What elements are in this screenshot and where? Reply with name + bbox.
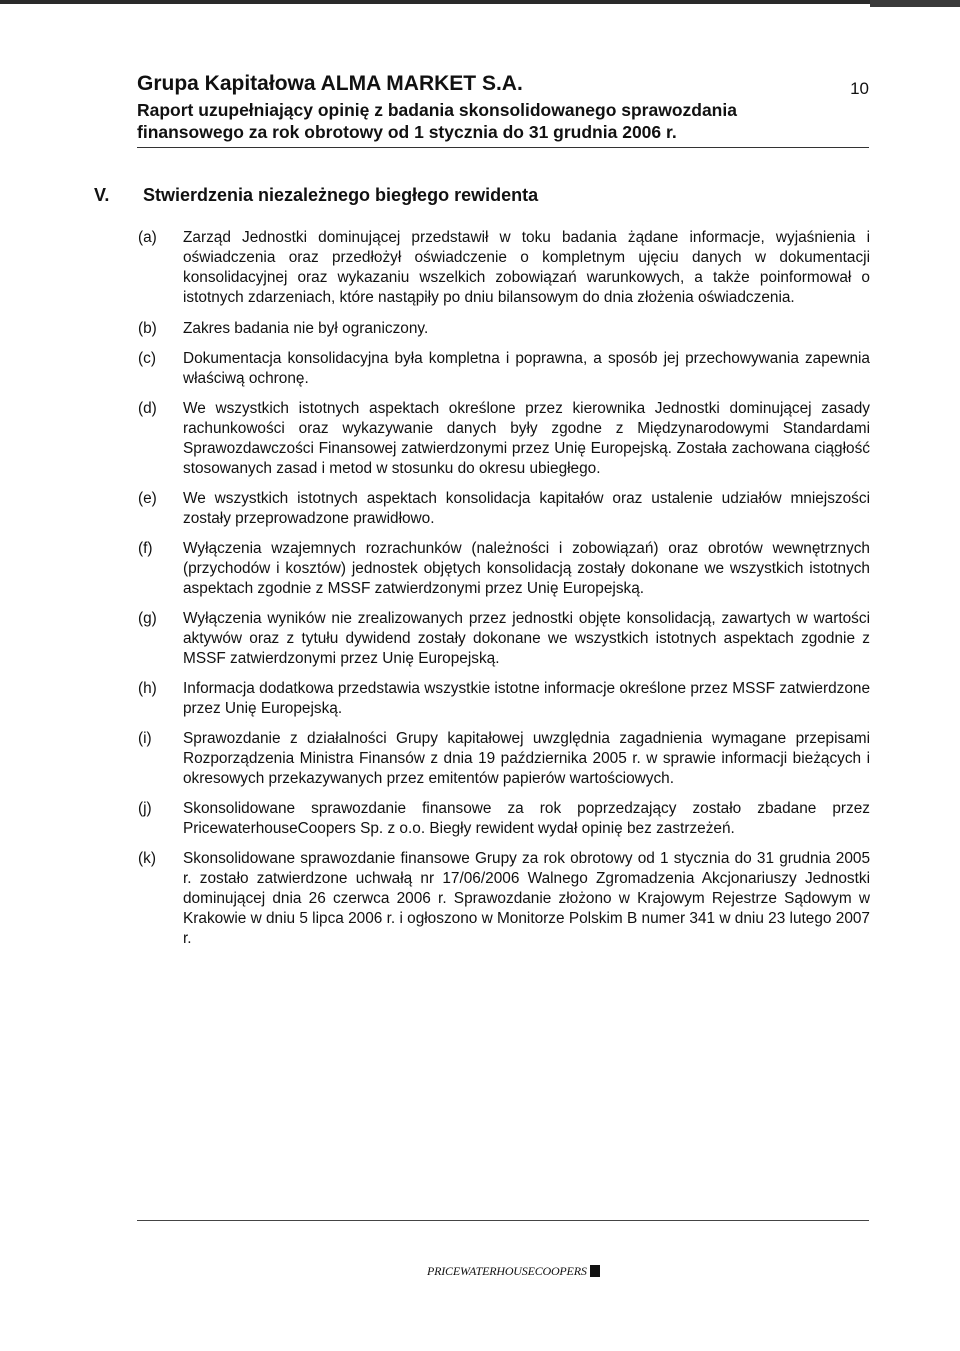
item-text: We wszystkich istotnych aspektach określone przez kierownika Jednostki dominującej zasady rachunkowości oraz wykazywanie danych były zgodne z Międzynarodowymi Standardami Sprawozdawczości Finansowej zatwierdzonymi przez Unię Europejską. Została zachowana ciągłość stosowanych zasad i metod w stosunku do okresu ubiegłego.: [183, 400, 870, 477]
list-item: [138, 319, 870, 339]
list-item: [138, 349, 870, 389]
page-header: [137, 72, 869, 143]
item-text: Skonsolidowane sprawozdanie finansowe Grupy za rok obrotowy od 1 stycznia do 31 grudnia 2005 r. zostało zatwierdzone uchwałą nr 17/06/2006 Walnego Zgromadzenia Akcjonariuszy Jednostki dominującej dnia 26 czerwca 2006 r. Sprawozdanie złożono w Krajowym Rejestrze Sądowym w Krakowie w dniu 5 lipca 2006 r. i ogłoszono w Monitorze Polskim B numer 341 w dniu 23 lutego 2007 r.: [183, 850, 870, 947]
statements-list: [138, 228, 870, 949]
item-text: Zakres badania nie był ograniczony.: [183, 320, 429, 337]
list-item: [138, 228, 870, 308]
item-text: Sprawozdanie z działalności Grupy kapitałowej uwzględnia zagadnienia wymagane przepisami Rozporządzenia Ministra Finansów z dnia 19 października 2005 r. w sprawie informacji bieżących i okresowych przekazywanych przez emitentów papierów wartościowych.: [183, 730, 870, 787]
item-label: (d): [138, 400, 157, 417]
item-label: (j): [138, 800, 152, 817]
page-number: 10: [850, 79, 869, 98]
item-label: (a): [138, 229, 157, 246]
item-text: Zarząd Jednostki dominującej przedstawił w toku badania żądane informacje, wyjaśnienia i oświadczenia oraz przedłożył oświadczenie o kompletnym ujęciu danych w dokumentacji konsolidacyjnej oraz wykazaniu wszelkich zobowiązań warunkowych, a także poinformował o istotnych zdarzeniach, które nastąpiły po dniu bilansowym do dnia złożenia oświadczenia.: [183, 229, 870, 306]
item-label: (k): [138, 850, 156, 867]
list-item: [138, 489, 870, 529]
item-label: (h): [138, 680, 157, 697]
list-item: [138, 679, 870, 719]
list-item: [138, 849, 870, 949]
list-item: [138, 539, 870, 599]
company-title: Grupa Kapitałowa ALMA MARKET S.A.: [137, 72, 523, 95]
item-label: (f): [138, 540, 153, 557]
item-label: (c): [138, 350, 156, 367]
item-text: We wszystkich istotnych aspektach konsolidacja kapitałów oraz ustalenie udziałów mniejszości zostały przeprowadzone prawidłowo.: [183, 490, 870, 527]
item-label: (g): [138, 610, 157, 627]
item-text: Dokumentacja konsolidacyjna była kompletna i poprawna, a sposób jej przechowywania zapewnia właściwą ochronę.: [183, 350, 870, 387]
report-subtitle-line-2: finansowego za rok obrotowy od 1 stycznia do 31 grudnia 2006 r.: [137, 122, 677, 142]
section-title: Stwierdzenia niezależnego biegłego rewidenta: [143, 185, 539, 205]
item-text: Wyłączenia wyników nie zrealizowanych przez jednostki objęte konsolidacją, zawartych w wartości aktywów oraz z tytułu dywidend zostały dokonane we wszystkich istotnych aspektach zgodnie z MSSF zatwierdzonymi przez Unię Europejską.: [183, 610, 870, 667]
item-label: (b): [138, 320, 157, 337]
list-item: [138, 729, 870, 789]
list-item: [138, 799, 870, 839]
list-item: [138, 399, 870, 479]
section-heading: [94, 185, 538, 206]
item-text: Skonsolidowane sprawozdanie finansowe za rok poprzedzający zostało zbadane przez PricewaterhouseCoopers Sp. z o.o. Biegły rewident wydał opinię bez zastrzeżeń.: [183, 800, 870, 837]
header-divider: [137, 147, 869, 148]
section-number: V.: [94, 185, 110, 205]
item-text: Wyłączenia wzajemnych rozrachunków (należności i zobowiązań) oraz obrotów wewnętrznych (przychodów i kosztów) jednostek objętych konsolidacją zostały dokonane we wszystkich istotnych aspektach zgodnie z MSSF zatwierdzonymi przez Unię Europejską.: [183, 540, 870, 597]
item-label: (e): [138, 490, 157, 507]
scan-edge: [0, 0, 960, 4]
item-text: Informacja dodatkowa przedstawia wszystkie istotne informacje określone przez MSSF zatwierdzone przez Unię Europejską.: [183, 680, 870, 717]
report-subtitle-line-1: Raport uzupełniający opinię z badania skonsolidowanego sprawozdania: [137, 100, 737, 120]
pwc-logo: [427, 1264, 600, 1279]
logo-text: PRICEWATERHOUSECOOPERS: [427, 1264, 587, 1278]
list-item: [138, 609, 870, 669]
footer-divider: [137, 1220, 869, 1221]
item-label: (i): [138, 730, 152, 747]
logo-mark-icon: [590, 1265, 600, 1277]
